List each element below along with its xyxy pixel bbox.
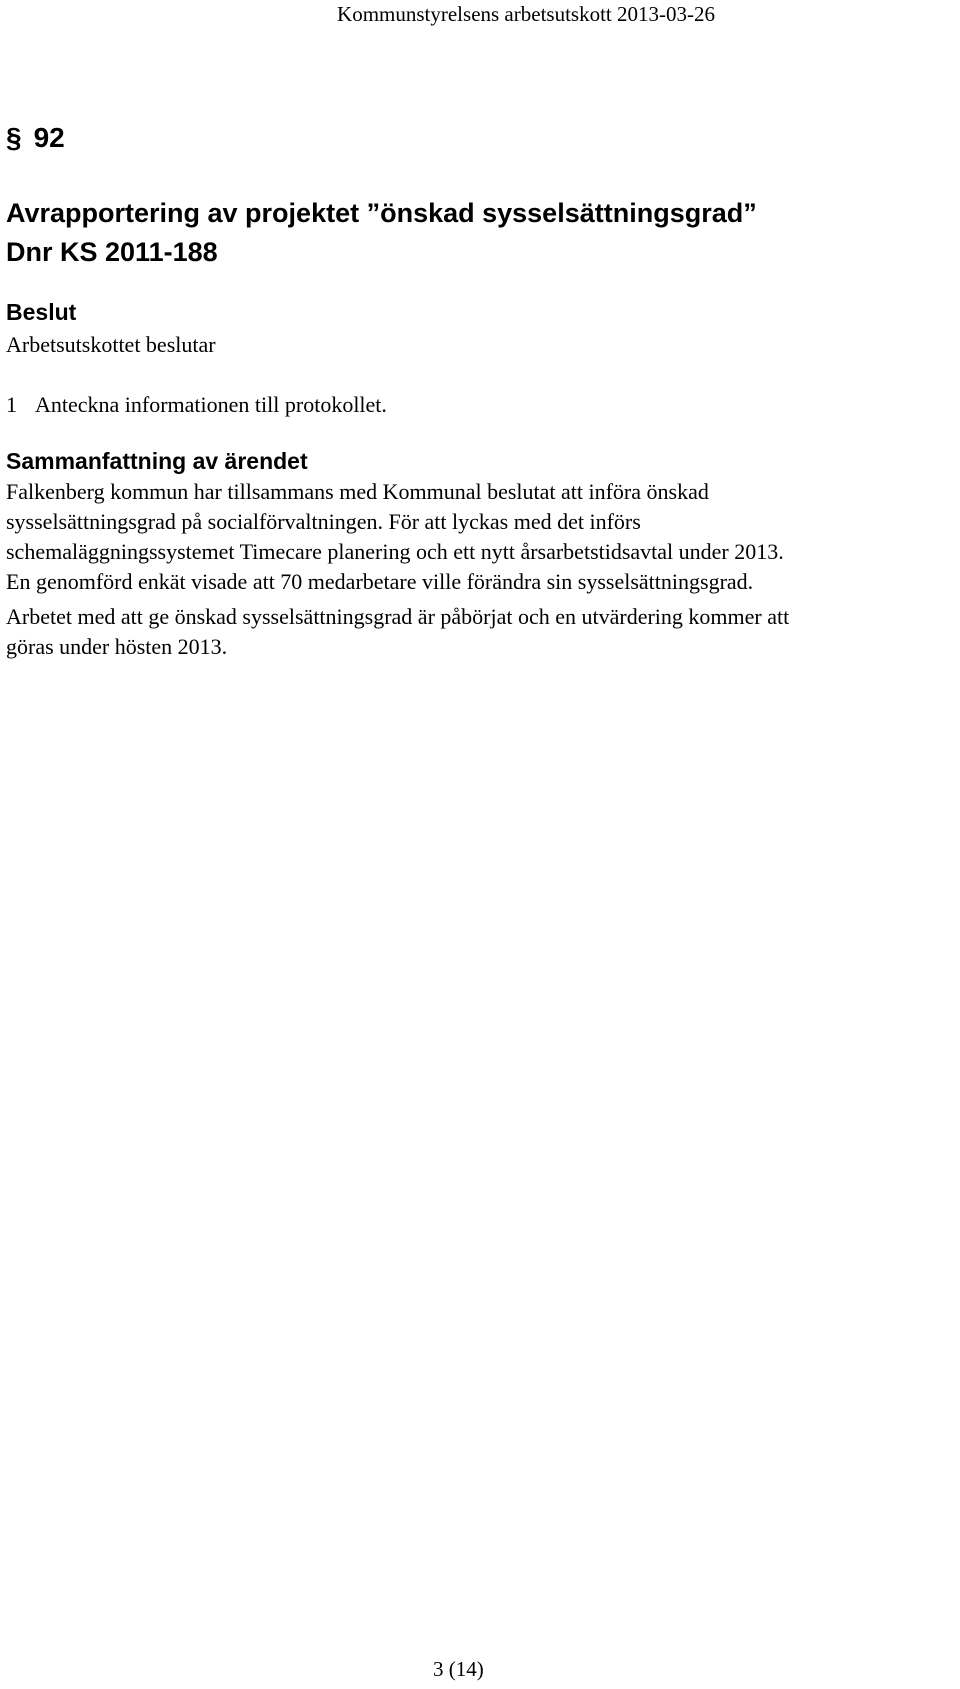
page-header: Kommunstyrelsens arbetsutskott 2013-03-26 (337, 2, 715, 26)
summary-line: En genomförd enkät visade att 70 medarbetare ville förändra sin sysselsättningsgrad. (6, 569, 754, 594)
summary-line: sysselsättningsgrad på socialförvaltningen. För att lyckas med det införs (6, 509, 641, 534)
summary-line: Arbetet med att ge önskad sysselsättningsgrad är påbörjat och en utvärdering kommer att (6, 604, 790, 629)
paragraph-number (6, 122, 65, 154)
title-line: Avrapportering av projektet ”önskad sysselsättningsgrad” (6, 198, 757, 228)
summary-heading: Sammanfattning av ärendet (6, 448, 308, 474)
decision-intro: Arbetsutskottet beslutar (6, 332, 216, 357)
section-symbol: § (6, 122, 22, 153)
paragraph-number-value: 92 (33, 122, 65, 153)
page-number: 3 (14) (433, 1657, 484, 1681)
document-title (6, 194, 757, 272)
decision-heading: Beslut (6, 299, 77, 325)
summary-line: schemaläggningssystemet Timecare planering och ett nytt årsarbetstidsavtal under 2013. (6, 539, 784, 564)
summary-line: Falkenberg kommun har tillsammans med Kommunal beslutat att införa önskad (6, 479, 709, 504)
summary-paragraph (6, 477, 784, 597)
decision-item-text: Anteckna informationen till protokollet. (35, 392, 387, 417)
decision-item-number: 1 (6, 392, 17, 417)
summary-paragraph-2 (6, 602, 789, 662)
case-number: Dnr KS 2011-188 (6, 237, 218, 267)
decision-item (6, 390, 387, 420)
summary-line: göras under hösten 2013. (6, 634, 228, 659)
